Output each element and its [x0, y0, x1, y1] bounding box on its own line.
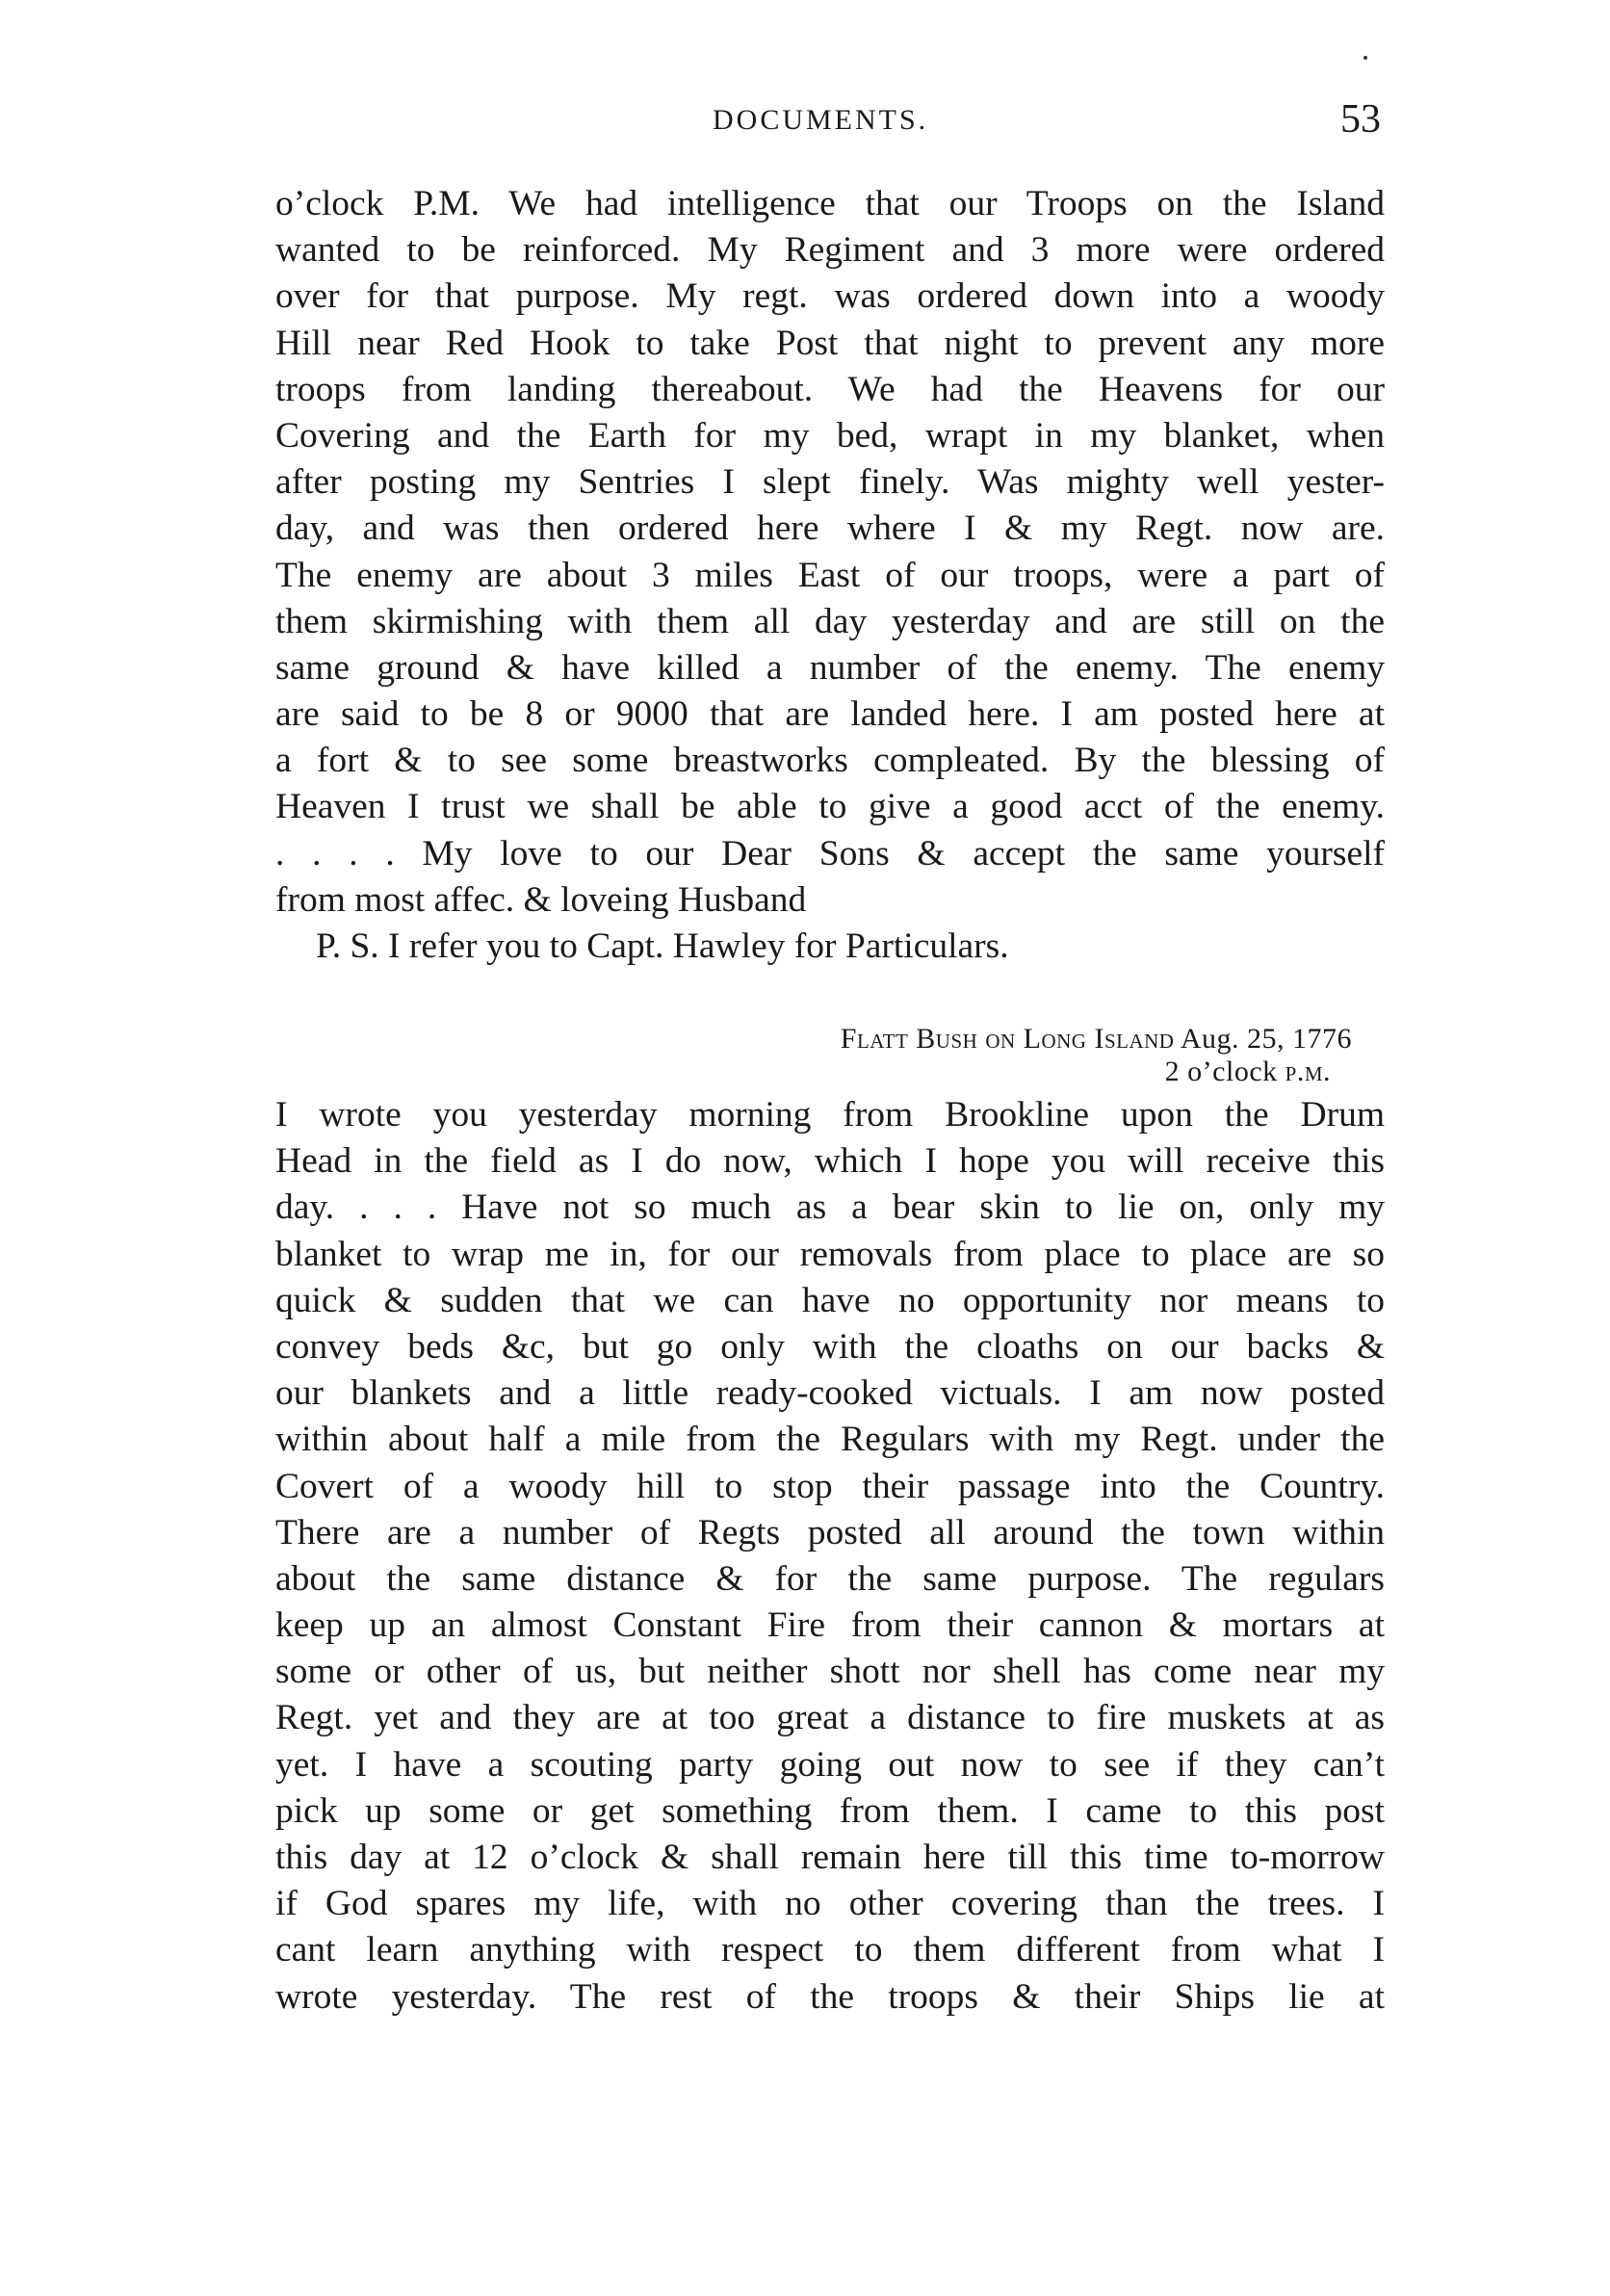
dateline-time: 2 o’clock — [1164, 1056, 1278, 1087]
text-line: within about half a mile from the Regulars with my Regt. under the — [275, 1420, 1385, 1460]
text-line: over for that purpose. My regt. was ordered down into a woody — [275, 276, 1385, 317]
text-line: our blankets and a little ready-cooked victuals. I am now posted — [275, 1373, 1385, 1414]
text-line: wanted to be reinforced. My Regiment and 3 more were ordered — [275, 230, 1385, 271]
text-line: about the same distance & for the same purpose. The regulars — [275, 1558, 1385, 1599]
text-line: same ground & have killed a number of the enemy. The enemy — [275, 647, 1385, 688]
dateline-date: Aug. 25, 1776 — [1180, 1023, 1352, 1055]
text-line: There are a number of Regts posted all around the town within — [275, 1512, 1385, 1552]
text-line: Head in the field as I do now, which I hope you will receive this — [275, 1141, 1385, 1182]
running-title: DOCUMENTS. — [713, 104, 929, 136]
text-line: quick & sudden that we can have no opportunity nor means to — [275, 1280, 1385, 1320]
dateline-place: Flatt Bush on Long Island — [840, 1023, 1175, 1055]
text-line: from most affec. & loveing Husband — [275, 879, 807, 920]
print-speck — [1363, 56, 1367, 60]
text-line: blanket to wrap me in, for our removals from place to place are so — [275, 1234, 1385, 1274]
text-line: if God spares my life, with no other covering than the trees. I — [275, 1884, 1385, 1924]
text-line: pick up some or get something from them. I came to this post — [275, 1790, 1385, 1831]
second-letter — [275, 1092, 1385, 2021]
text-line: cant learn anything with respect to them different from what I — [275, 1930, 1385, 1970]
text-line: The enemy are about 3 miles East of our troops, were a part of — [275, 555, 1385, 595]
text-line: day. . . . Have not so much as a bear skin to lie on, only my — [275, 1187, 1385, 1228]
text-line: . . . . My love to our Dear Sons & accept the same yourself — [275, 833, 1385, 874]
text-line: convey beds &c, but go only with the cloaths on our backs & — [275, 1326, 1385, 1367]
text-line: them skirmishing with them all day yesterday and are still on the — [275, 601, 1385, 641]
text-line: this day at 12 o’clock & shall remain here till this time to-morrow — [275, 1838, 1385, 1877]
text-line: are said to be 8 or 9000 that are landed here. I am posted here at — [275, 694, 1385, 735]
dateline-time-row — [841, 1056, 1352, 1088]
text-line: Hill near Red Hook to take Post that night to prevent any more — [275, 323, 1385, 363]
text-line: o’clock P.M. We had intelligence that our Troops on the Island — [275, 184, 1385, 223]
postscript: P. S. I refer you to Capt. Hawley for Particulars. — [316, 926, 1009, 966]
text-line: day, and was then ordered here where I & my Regt. now are. — [275, 509, 1385, 549]
text-line: wrote yesterday. The rest of the troops & their Ships lie at — [275, 1976, 1385, 2017]
text-line: Covering and the Earth for my bed, wrapt in my blanket, when — [275, 415, 1385, 456]
dateline-place-date — [841, 1023, 1352, 1056]
page-number: 53 — [1340, 97, 1381, 142]
first-letter — [275, 181, 1385, 970]
text-line: keep up an almost Constant Fire from their cannon & mortars at — [275, 1605, 1385, 1646]
text-line: Heaven I trust we shall be able to give a good acct of the enemy. — [275, 787, 1385, 827]
dateline-meridiem: p.m. — [1285, 1056, 1331, 1087]
text-line: Regt. yet and they are at too great a distance to fire muskets at as — [275, 1698, 1385, 1738]
text-line: yet. I have a scouting party going out now to see if they can’t — [275, 1744, 1385, 1785]
text-line: a fort & to see some breastworks compleated. By the blessing of — [275, 741, 1385, 781]
text-line: I wrote you yesterday morning from Brookline upon the Drum — [275, 1095, 1385, 1135]
text-line: after posting my Sentries I slept finely. Was mighty well yester- — [275, 462, 1385, 503]
text-line: Covert of a woody hill to stop their passage into the Country. — [275, 1466, 1385, 1506]
text-line: troops from landing thereabout. We had the Heavens for our — [275, 369, 1385, 409]
letter-dateline — [841, 1023, 1352, 1088]
text-line: some or other of us, but neither shott nor shell has come near my — [275, 1652, 1385, 1692]
